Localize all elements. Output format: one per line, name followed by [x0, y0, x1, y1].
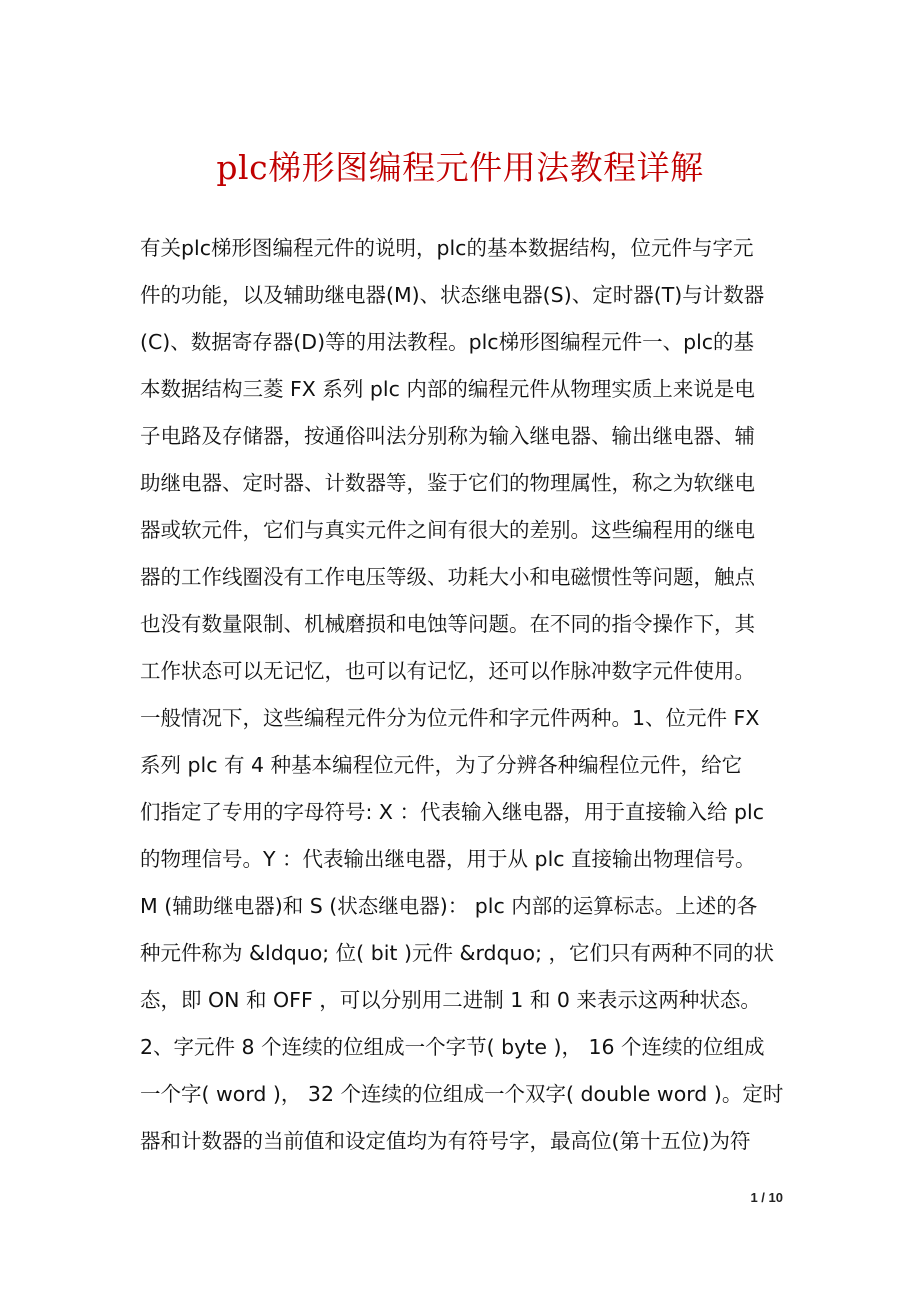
- body-line: 件的功能，以及辅助继电器(M)、状态继电器(S)、定时器(T)与计数器: [140, 283, 765, 307]
- body-line: 2、字元件 8 个连续的位组成一个字节( byte )， 16 个连续的位组成: [140, 1035, 765, 1059]
- body-line: 的物理信号。Y ：代表输出继电器，用于从 plc 直接输出物理信号。: [140, 847, 756, 871]
- body-line: 器或软元件，它们与真实元件之间有很大的差别。这些编程用的继电: [140, 518, 755, 542]
- body-line: 种元件称为 &ldquo; 位( bit )元件 &rdquo; ，它们只有两种不同的状: [140, 941, 775, 965]
- body-line: 也没有数量限制、机械磨损和电蚀等问题。在不同的指令操作下，其: [140, 612, 755, 636]
- body-line: 子电路及存储器，按通俗叫法分别称为输入继电器、输出继电器、辅: [140, 424, 755, 448]
- document-title: plc梯形图编程元件用法教程详解: [216, 148, 704, 187]
- body-line: 态，即 ON 和 OFF ，可以分别用二进制 1 和 0 来表示这两种状态。: [140, 988, 761, 1012]
- body-line: 有关plc梯形图编程元件的说明，plc的基本数据结构，位元件与字元: [140, 236, 754, 260]
- body-line: 器的工作线圈没有工作电压等级、功耗大小和电磁惯性等问题，触点: [140, 565, 755, 589]
- body-line: 们指定了专用的字母符号: X ：代表输入继电器，用于直接输入给 plc: [140, 800, 764, 824]
- page-number: 1 / 10: [750, 1190, 783, 1205]
- document-body: [140, 225, 796, 1165]
- body-line: 系列 plc 有 4 种基本编程位元件，为了分辨各种编程位元件，给它: [140, 753, 743, 777]
- body-line: 工作状态可以无记忆，也可以有记忆，还可以作脉冲数字元件使用。: [140, 659, 755, 683]
- body-line: 一般情况下，这些编程元件分为位元件和字元件两种。1、位元件 FX: [140, 706, 760, 730]
- body-line: 助继电器、定时器、计数器等，鉴于它们的物理属性，称之为软继电: [140, 471, 755, 495]
- body-line: (C)、数据寄存器(D)等的用法教程。plc梯形图编程元件一、plc的基: [140, 330, 755, 354]
- body-line: 一个字( word )， 32 个连续的位组成一个双字( double word )。定时: [140, 1082, 784, 1106]
- body-line: 本数据结构三菱 FX 系列 plc 内部的编程元件从物理实质上来说是电: [140, 377, 755, 401]
- body-line: 器和计数器的当前值和设定值均为有符号字，最高位(第十五位)为符: [140, 1129, 751, 1153]
- body-line: M (辅助继电器)和 S (状态继电器)： plc 内部的运算标志。上述的各: [140, 894, 758, 918]
